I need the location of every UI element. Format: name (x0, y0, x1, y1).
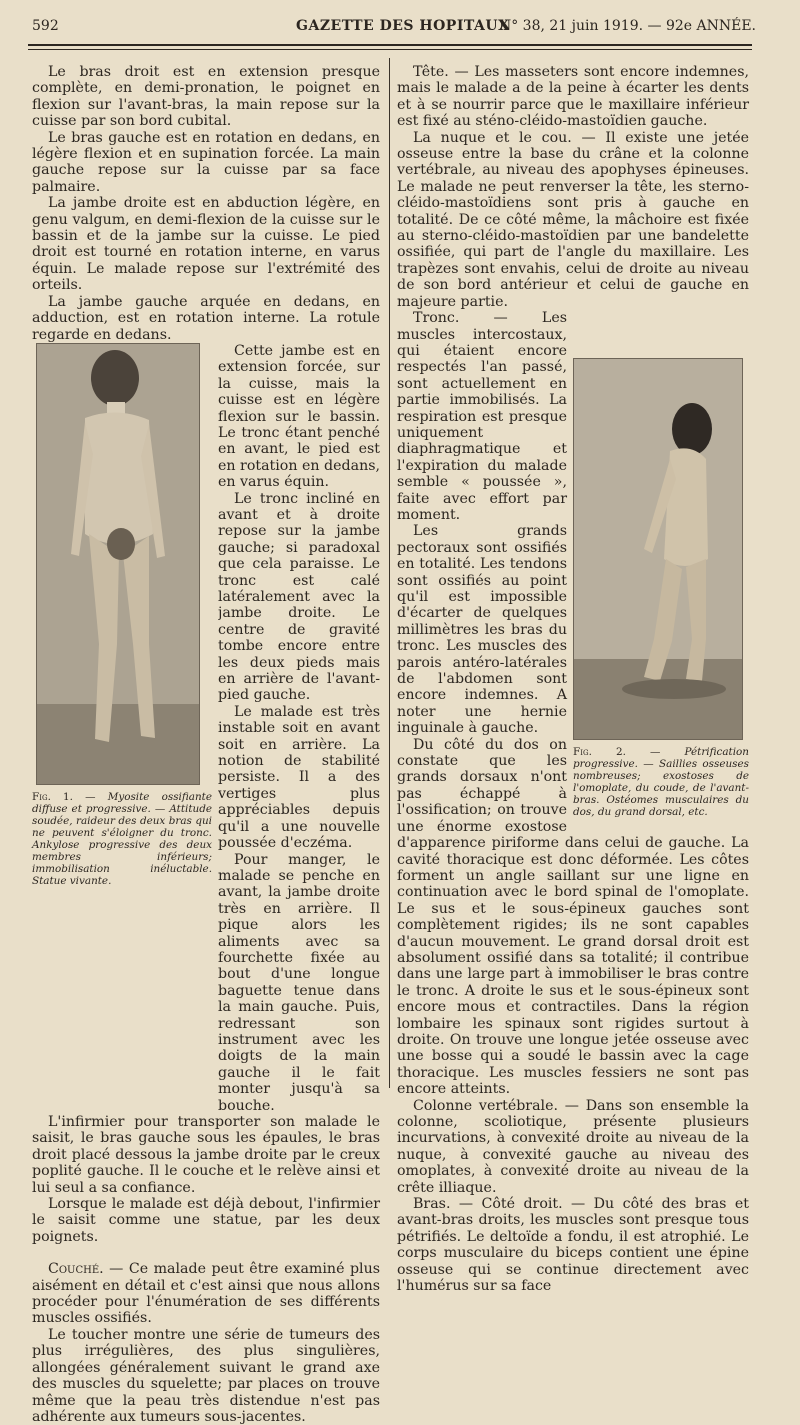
text-beside-figure-1 (218, 343, 380, 1114)
paragraph: La jambe droite est en abduction légère, en genu valgum, en demi-flexion de la cuisse sur le bassin et de la jambe sur la cuisse. Le pied droit est tourné en rotation interne, en varus équin. Le malade repose sur l'extrémité des orteils. (32, 195, 380, 294)
page-header (26, 14, 756, 38)
figure-1-caption (32, 785, 212, 887)
patient-back-view-illustration (574, 359, 742, 739)
figure-2-caption-text: — Pétrification progressive. — Saillies osseuses nombreuses; exostoses de l'omoplate, du coude, de l'avant-bras. Ostéomes musculaires du dos, du grand dorsal, etc. (573, 746, 750, 819)
issue-info: N° 38, 21 juin 1919. — 92e ANNÉE. (498, 18, 756, 34)
paragraph: Le bras droit est en extension presque complète, en demi-pronation, le poignet en flexion sur l'avant-bras, la main repose sur la cuisse par son bord cubital. (32, 64, 380, 130)
journal-title: GAZETTE DES HOPITAUX (296, 18, 510, 34)
paragraph: Tronc. — Les muscles intercostaux, qui étaient encore respectés l'an passé, sont actuellement en partie immobilisés. La respiration est presque uniquement diaphragmatique et l'expiration du malade semble « poussée », faite avec effort par moment. (397, 310, 567, 523)
figure-1-caption-text: — Myosite ossifiante diffuse et progressive. — Attitude soudée, raideur des deux bras qui ne peuvent s'éloigner du tronc. Ankylose progressive des deux membres inférieurs; immobilisation inéluctable. Statue vivante. (32, 790, 213, 887)
paragraph: Colonne vertébrale. — Dans son ensemble la colonne, scoliotique, présente plusieurs incurvations, à convexité droite au niveau de la nuque, à convexité gauche au niveau des omoplates, à convexité droite au niveau de la crête illiaque. (397, 1097, 749, 1196)
paragraph: Les grands pectoraux sont ossifiés en totalité. Les tendons sont ossifiés au point qu'il est impossible d'écarter de quelques millimètres les bras du tronc. Les muscles des parois antéro-latérales de l'abdomen sont encore indemnes. A noter une hernie inguinale à gauche. (397, 523, 567, 737)
paragraph: Pour manger, le malade se penche en avant, la jambe droite très en arrière. Il pique alors les aliments avec sa fourchette fixée au bout d'une longue baguette tenue dans la main gauche. Puis, redressant son instrument avec les doigts de la main gauche il le fait monter jusqu'à sa bouche. (218, 851, 380, 1114)
figure-2-photo (573, 358, 743, 740)
paragraph: Tête. — Les masseters sont encore indemnes, mais le malade a de la peine à écarter les dents et à se nourrir parce que le maxillaire inférieur est fixé au sténo-cléido-mastoïdien gauche. (397, 64, 749, 130)
paragraph: Le bras gauche est en rotation en dedans, en légère flexion et en supination forcée. La main gauche repose sur la cuisse par sa face palmaire. (32, 129, 380, 195)
figure-1-photo (36, 343, 200, 785)
paragraph: Le malade est très instable soit en avant soit en arrière. La notion de stabilité persiste. Il a des vertiges plus appréciables depuis qu'il a une nouvelle poussée d'eczéma. (218, 703, 380, 852)
paragraph (32, 1261, 380, 1327)
section-label-couche: Couché. (48, 1261, 104, 1278)
paragraph-text: — Ce malade peut être examiné plus aisément en détail et c'est ainsi que nous allons procéder pour l'énumération de ses différents muscles ossifiés. (32, 1261, 380, 1327)
standing-patient-illustration (37, 344, 199, 784)
figure-2-label: Fig. 2. (573, 746, 626, 759)
right-column (397, 64, 749, 1294)
paragraph: Lorsque le malade est déjà debout, l'infirmier le saisit comme une statue, par les deux poignets. (32, 1196, 380, 1245)
figure-1-label: Fig. 1. (32, 790, 73, 803)
figure-1 (32, 343, 212, 887)
paragraph: Du côté du dos on constate que les grands dorsaux n'ont pas échappé à l'ossification; on trouve une énorme exostose d'apparence piriforme dans celui de gauche. La cavité thoracique est donc déformée. Les côtes forment un angle saillant sur une ligne en continuation avec le bord spinal de l'omoplate. Le sus et le sous-épineux gauches sont complètement rigides; ils ne sont capables d'aucun mouvement. Le grand dorsal droit est absolument ossifié dans sa totalité; il contribue dans une large part à immobiliser le bras contre le tronc. A droite le sus et le sous-épineux sont encore mous et contractiles. Dans la région lombaire les spinaux sont rigides surtout à droite. On trouve une longue jetée osseuse avec une bosse qui a soudé le bassin avec la cage thoracique. Les muscles fessiers ne sont pas encore atteints. (397, 736, 749, 1098)
left-column (32, 64, 380, 1425)
header-rule (28, 44, 752, 46)
paragraph: Le tronc incliné en avant et à droite repose sur la jambe gauche; si paradoxal que cela paraisse. Le tronc est calé latéralement avec la jambe droite. Le centre de gravité tombe encore entre les deux pieds mais en arrière de l'avant-pied gauche. (218, 490, 380, 704)
paragraph: Le toucher montre une série de tumeurs des plus irrégulières, des plus singulières, allongées généralement suivant le grand axe des muscles du squelette; par places on trouve même que la peau très distendue n'est pas adhérente aux tumeurs sous-jacentes. (32, 1326, 380, 1425)
column-divider (389, 58, 390, 1088)
figure-2 (573, 358, 749, 818)
paragraph: L'infirmier pour transporter son malade le saisit, le bras gauche sous les épaules, le bras droit placé dessous la jambe droite par le creux poplité gauche. Il le couche et le relève ainsi et lui seul a sa confiance. (32, 1114, 380, 1196)
paragraph: La nuque et le cou. — Il existe une jetée osseuse entre la base du crâne et la colonne vertébrale, au niveau des apophyses épineuses. Le malade ne peut renverser la tête, les sterno-cléido-mastoïdiens sont pris à gauche en totalité. De ce côté même, la mâchoire est fixée au sterno-cléido-mastoïdien par une bandelette ossifiée, qui part de l'angle du maxillaire. Les trapèzes sont envahis, celui de droite au niveau de son bord antérieur et celui de gauche en majeure partie. (397, 129, 749, 310)
paragraph: Cette jambe est en extension forcée, sur la cuisse, mais la cuisse est en légère flexion sur le bassin. Le tronc étant penché en avant, le pied est en rotation en dedans, en varus équin. (218, 342, 380, 491)
header-rule-thin (28, 49, 752, 50)
paragraph: Bras. — Côté droit. — Du côté des bras et avant-bras droits, les muscles sont presque tous pétrifiés. Le deltoïde a fondu, il est atrophié. Le corps musculaire du biceps contient une épine osseuse qui se continue directement avec l'humérus sur sa face (397, 1196, 749, 1295)
figure-2-caption (573, 740, 749, 818)
page-number: 592 (32, 18, 59, 34)
paragraph: La jambe gauche arquée en dedans, en adduction, est en rotation interne. La rotule regarde en dedans. (32, 293, 380, 343)
